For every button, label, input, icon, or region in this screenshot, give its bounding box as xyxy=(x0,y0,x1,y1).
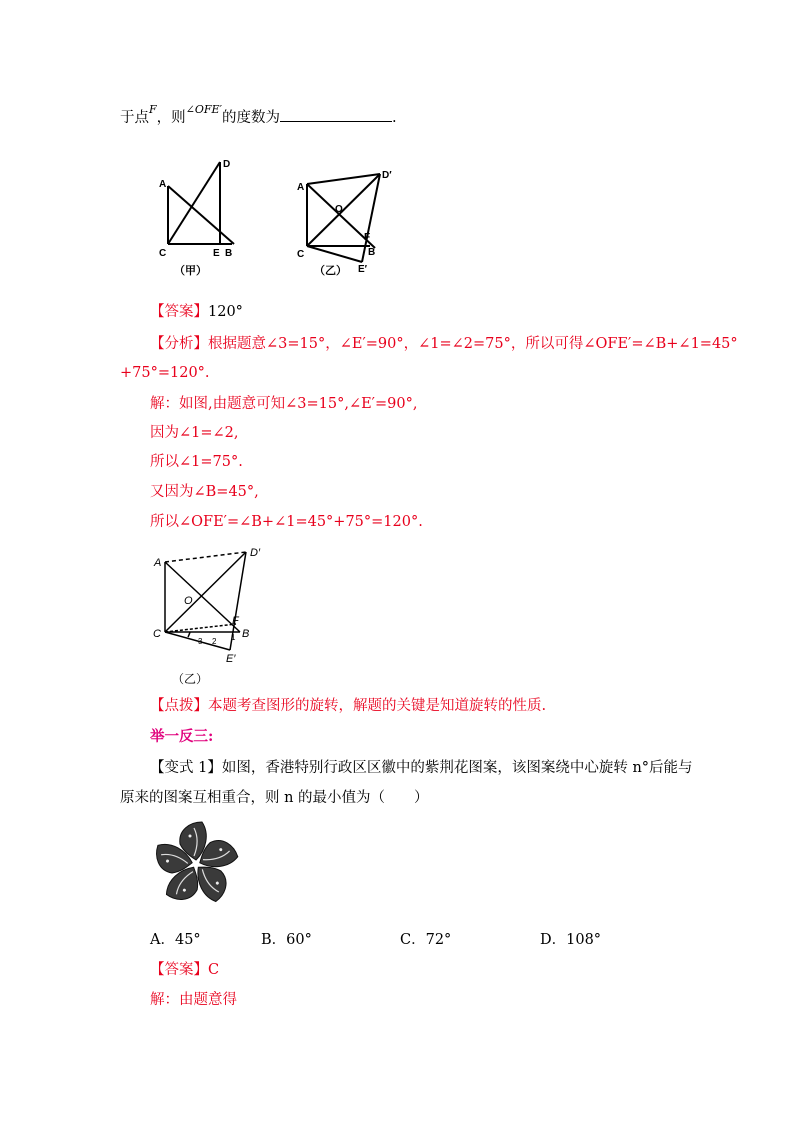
question-tail-line xyxy=(120,103,397,129)
option-a: A．45° xyxy=(150,932,201,948)
variant-line-2: 原来的图案互相重合，则 n 的最小值为（ ） xyxy=(120,790,429,806)
label-angle-2: 2 xyxy=(212,637,217,646)
label-c-jia: C xyxy=(159,248,167,259)
caption-jia: （甲） xyxy=(174,265,207,277)
label-e-fig2: E′ xyxy=(226,653,236,665)
label-o-fig2: O xyxy=(184,595,193,607)
text-prefix: 于点 xyxy=(120,110,149,126)
label-b-jia: B xyxy=(225,248,233,259)
final-solution-line: 解：由题意得 xyxy=(150,992,237,1008)
text-suffix: 的度数为 xyxy=(222,110,281,126)
label-a-yi: A xyxy=(297,182,305,193)
variant-line-1: 【变式 1】如图，香港特别行政区区徽中的紫荆花图案，该图案绕中心旋转 n°后能与 xyxy=(150,760,693,776)
text-period: . xyxy=(392,110,397,126)
label-a-jia: A xyxy=(159,179,167,190)
angle-expression: ∠OFE′ xyxy=(185,103,223,116)
label-d-yi: D′ xyxy=(382,170,392,181)
label-o-yi: O xyxy=(335,204,343,215)
section-title: 举一反三: xyxy=(150,728,214,745)
solution-line-3: 所以∠1=75°. xyxy=(150,454,243,470)
caption-yi: （乙） xyxy=(314,265,347,277)
bauhinia-emblem-image xyxy=(150,818,242,910)
answer-line-1 xyxy=(150,302,243,322)
tip-line xyxy=(150,696,546,716)
label-a-fig2: A xyxy=(154,557,162,569)
text-comma-then: ，则 xyxy=(156,110,186,126)
label-angle-3: 3 xyxy=(198,637,203,646)
answer-value-2: C xyxy=(208,962,220,978)
solution-line-5: 所以∠OFE′=∠B+∠1=45°+75°=120°. xyxy=(150,514,423,530)
label-d-fig2: D′ xyxy=(250,547,261,559)
label-d-jia: D xyxy=(223,159,231,170)
option-b: B．60° xyxy=(261,932,312,948)
label-c-fig2: C xyxy=(153,628,161,640)
answer-blank xyxy=(280,109,392,122)
option-d: D．108° xyxy=(540,932,602,948)
figure-jia-yi xyxy=(150,150,400,285)
bauhinia-flower-icon xyxy=(151,822,239,908)
analysis-tag: 【分析】 xyxy=(150,336,208,352)
option-c: C．72° xyxy=(400,932,452,948)
label-e-jia: E xyxy=(213,248,220,259)
figure-jia xyxy=(168,162,234,244)
tip-tag: 【点拨】 xyxy=(150,698,208,714)
point-f-symbol: F xyxy=(149,103,157,116)
label-b-fig2: B xyxy=(242,628,250,640)
answer-tag: 【答案】 xyxy=(150,304,208,320)
figure-yi-annotated xyxy=(148,540,278,690)
analysis-line-1 xyxy=(150,334,738,354)
answer-value: 120° xyxy=(208,304,243,320)
label-b-yi: B xyxy=(368,247,376,258)
label-angle-1: 1 xyxy=(231,633,236,642)
label-f-yi: F xyxy=(364,232,371,243)
solution-line-1: 解：如图,由题意可知∠3=15°,∠E′=90°, xyxy=(150,396,418,412)
answer-tag-2: 【答案】 xyxy=(150,962,208,978)
solution-line-4: 又因为∠B=45°, xyxy=(150,484,259,500)
answer-line-2 xyxy=(150,960,219,980)
analysis-text-1: 根据题意∠3=15°，∠E′=90°，∠1=∠2=75°，所以可得∠OFE′=∠B+∠1=45° xyxy=(208,336,738,352)
label-e-yi: E′ xyxy=(358,264,368,275)
tip-text: 本题考查图形的旋转，解题的关键是知道旋转的性质. xyxy=(208,698,547,714)
caption-fig2: （乙） xyxy=(172,672,209,686)
label-c-yi: C xyxy=(297,249,305,260)
analysis-line-2: +75°=120°. xyxy=(120,365,210,381)
label-f-fig2: F xyxy=(232,615,239,627)
solution-line-2: 因为∠1=∠2, xyxy=(150,425,239,441)
